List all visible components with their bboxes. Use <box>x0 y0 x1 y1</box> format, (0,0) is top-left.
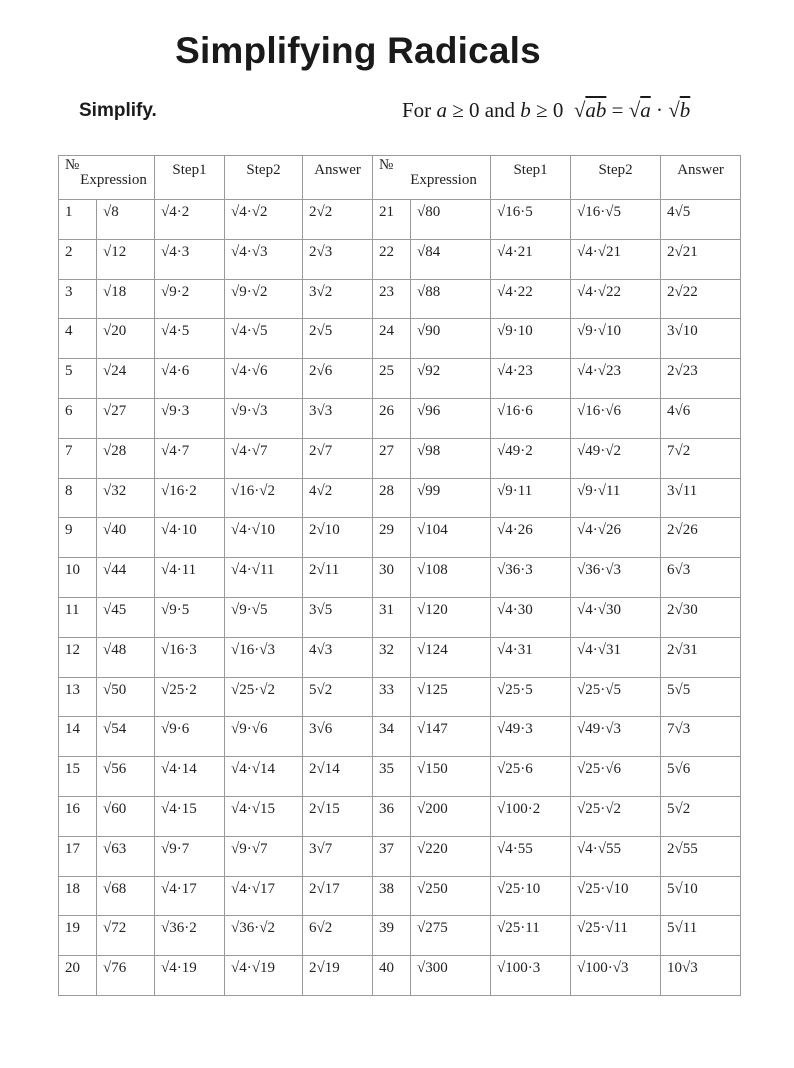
answer-cell: 2√21 <box>661 239 741 279</box>
step2-cell: √9·√11 <box>571 478 661 518</box>
problem-number: 37 <box>373 836 411 876</box>
problem-number: 28 <box>373 478 411 518</box>
answer-cell: 2√10 <box>303 518 373 558</box>
step1-cell: √16·5 <box>491 200 571 240</box>
table-row <box>59 239 741 279</box>
step2-cell: √25·√6 <box>571 757 661 797</box>
table-row <box>59 876 741 916</box>
header-step1: Step1 <box>155 156 225 200</box>
step1-cell: √25·10 <box>491 876 571 916</box>
answer-cell: 2√23 <box>661 359 741 399</box>
answer-cell: 2√30 <box>661 597 741 637</box>
step1-cell: √4·26 <box>491 518 571 558</box>
step2-cell: √4·√21 <box>571 239 661 279</box>
step1-cell: √4·17 <box>155 876 225 916</box>
rule-prefix: For <box>402 98 432 122</box>
table-body <box>59 200 741 996</box>
answer-cell: 3√6 <box>303 717 373 757</box>
table-row <box>59 518 741 558</box>
problem-number: 32 <box>373 637 411 677</box>
problem-number: 33 <box>373 677 411 717</box>
step1-cell: √4·22 <box>491 279 571 319</box>
step2-cell: √4·√2 <box>225 200 303 240</box>
expression-cell: √44 <box>97 558 155 598</box>
problem-number: 2 <box>59 239 97 279</box>
header-no-expression-left <box>59 156 155 200</box>
header-answer: Answer <box>303 156 373 200</box>
answer-cell: 4√5 <box>661 200 741 240</box>
step1-cell: √16·3 <box>155 637 225 677</box>
step2-cell: √25·√5 <box>571 677 661 717</box>
step1-cell: √25·11 <box>491 916 571 956</box>
expression-cell: √84 <box>411 239 491 279</box>
problem-number: 8 <box>59 478 97 518</box>
header-no: № <box>379 157 394 173</box>
table-row <box>59 398 741 438</box>
rule-dot: · <box>655 98 663 122</box>
header-expression: Expression <box>410 172 477 188</box>
expression-cell: √125 <box>411 677 491 717</box>
step2-cell: √4·√6 <box>225 359 303 399</box>
step1-cell: √25·2 <box>155 677 225 717</box>
step2-cell: √49·√3 <box>571 717 661 757</box>
step1-cell: √36·3 <box>491 558 571 598</box>
page-title: Simplifying Radicals <box>175 30 541 71</box>
step1-cell: √100·2 <box>491 796 571 836</box>
rule-ge2: ≥ 0 <box>536 98 564 122</box>
step1-cell: √4·23 <box>491 359 571 399</box>
problem-number: 5 <box>59 359 97 399</box>
step2-cell: √9·√5 <box>225 597 303 637</box>
problem-number: 21 <box>373 200 411 240</box>
answer-cell: 2√14 <box>303 757 373 797</box>
expression-cell: √40 <box>97 518 155 558</box>
step2-cell: √25·√10 <box>571 876 661 916</box>
answer-cell: 2√6 <box>303 359 373 399</box>
step2-cell: √4·√30 <box>571 597 661 637</box>
answer-cell: 2√19 <box>303 956 373 996</box>
expression-cell: √96 <box>411 398 491 438</box>
expression-cell: √250 <box>411 876 491 916</box>
table-row <box>59 279 741 319</box>
step2-cell: √16·√5 <box>571 200 661 240</box>
step1-cell: √4·31 <box>491 637 571 677</box>
expression-cell: √275 <box>411 916 491 956</box>
rule-ge1: ≥ 0 and <box>452 98 516 122</box>
step1-cell: √9·10 <box>491 319 571 359</box>
step2-cell: √4·√22 <box>571 279 661 319</box>
table-row <box>59 677 741 717</box>
expression-cell: √8 <box>97 200 155 240</box>
step1-cell: √9·7 <box>155 836 225 876</box>
expression-cell: √76 <box>97 956 155 996</box>
table-row <box>59 836 741 876</box>
answer-cell: 3√5 <box>303 597 373 637</box>
expression-cell: √63 <box>97 836 155 876</box>
step2-cell: √4·√14 <box>225 757 303 797</box>
step1-cell: √4·21 <box>491 239 571 279</box>
step2-cell: √4·√19 <box>225 956 303 996</box>
header-step1: Step1 <box>491 156 571 200</box>
problem-number: 23 <box>373 279 411 319</box>
expression-cell: √220 <box>411 836 491 876</box>
step1-cell: √9·2 <box>155 279 225 319</box>
problem-number: 27 <box>373 438 411 478</box>
step2-cell: √9·√10 <box>571 319 661 359</box>
step2-cell: √4·√5 <box>225 319 303 359</box>
expression-cell: √200 <box>411 796 491 836</box>
table-row <box>59 478 741 518</box>
step1-cell: √4·19 <box>155 956 225 996</box>
answer-cell: 3√11 <box>661 478 741 518</box>
step1-cell: √4·2 <box>155 200 225 240</box>
answer-cell: 5√2 <box>661 796 741 836</box>
problem-number: 31 <box>373 597 411 637</box>
problem-number: 19 <box>59 916 97 956</box>
header-no-expression-right <box>373 156 491 200</box>
answer-cell: 2√7 <box>303 438 373 478</box>
problem-number: 35 <box>373 757 411 797</box>
answer-cell: 5√11 <box>661 916 741 956</box>
step2-cell: √9·√7 <box>225 836 303 876</box>
step2-cell: √36·√2 <box>225 916 303 956</box>
step1-cell: √4·55 <box>491 836 571 876</box>
answer-cell: 5√2 <box>303 677 373 717</box>
step1-cell: √9·6 <box>155 717 225 757</box>
answer-cell: 6√3 <box>661 558 741 598</box>
step2-cell: √4·√3 <box>225 239 303 279</box>
rule-rhs-b: b <box>679 98 691 122</box>
answer-cell: 7√3 <box>661 717 741 757</box>
radicals-table <box>58 155 741 996</box>
problem-number: 6 <box>59 398 97 438</box>
step1-cell: √4·6 <box>155 359 225 399</box>
expression-cell: √56 <box>97 757 155 797</box>
table-row <box>59 757 741 797</box>
table-row <box>59 438 741 478</box>
step2-cell: √4·√23 <box>571 359 661 399</box>
expression-cell: √108 <box>411 558 491 598</box>
step1-cell: √4·7 <box>155 438 225 478</box>
rule-lhs-radicand: ab <box>585 98 607 122</box>
expression-cell: √12 <box>97 239 155 279</box>
answer-cell: 2√17 <box>303 876 373 916</box>
table-row <box>59 717 741 757</box>
answer-cell: 3√10 <box>661 319 741 359</box>
problem-number: 14 <box>59 717 97 757</box>
expression-cell: √27 <box>97 398 155 438</box>
step1-cell: √16·6 <box>491 398 571 438</box>
problem-number: 4 <box>59 319 97 359</box>
answer-cell: 2√3 <box>303 239 373 279</box>
problem-number: 9 <box>59 518 97 558</box>
answer-cell: 2√55 <box>661 836 741 876</box>
expression-cell: √68 <box>97 876 155 916</box>
step1-cell: √16·2 <box>155 478 225 518</box>
table-row <box>59 597 741 637</box>
problem-number: 26 <box>373 398 411 438</box>
header-step2: Step2 <box>571 156 661 200</box>
problem-number: 13 <box>59 677 97 717</box>
expression-cell: √48 <box>97 637 155 677</box>
answer-cell: 6√2 <box>303 916 373 956</box>
rule-lhs-radical: √ <box>573 98 586 122</box>
answer-cell: 2√15 <box>303 796 373 836</box>
step2-cell: √9·√6 <box>225 717 303 757</box>
answer-cell: 10√3 <box>661 956 741 996</box>
step2-cell: √4·√26 <box>571 518 661 558</box>
header-expression: Expression <box>80 172 147 188</box>
step2-cell: √4·√15 <box>225 796 303 836</box>
answer-cell: 2√11 <box>303 558 373 598</box>
expression-cell: √300 <box>411 956 491 996</box>
step1-cell: √4·3 <box>155 239 225 279</box>
answer-cell: 2√22 <box>661 279 741 319</box>
header-row <box>59 156 741 200</box>
problem-number: 36 <box>373 796 411 836</box>
answer-cell: 2√2 <box>303 200 373 240</box>
step1-cell: √25·6 <box>491 757 571 797</box>
answer-cell: 5√6 <box>661 757 741 797</box>
problem-number: 17 <box>59 836 97 876</box>
step1-cell: √4·5 <box>155 319 225 359</box>
problem-number: 25 <box>373 359 411 399</box>
expression-cell: √99 <box>411 478 491 518</box>
answer-cell: 5√5 <box>661 677 741 717</box>
step1-cell: √36·2 <box>155 916 225 956</box>
problem-number: 39 <box>373 916 411 956</box>
expression-cell: √50 <box>97 677 155 717</box>
step1-cell: √4·10 <box>155 518 225 558</box>
table-row <box>59 637 741 677</box>
step2-cell: √9·√3 <box>225 398 303 438</box>
expression-cell: √80 <box>411 200 491 240</box>
expression-cell: √88 <box>411 279 491 319</box>
expression-cell: √32 <box>97 478 155 518</box>
problem-number: 11 <box>59 597 97 637</box>
step1-cell: √4·30 <box>491 597 571 637</box>
header-no: № <box>65 157 80 173</box>
problem-number: 7 <box>59 438 97 478</box>
answer-cell: 4√3 <box>303 637 373 677</box>
step1-cell: √4·14 <box>155 757 225 797</box>
rule-var-a: a <box>436 98 447 122</box>
expression-cell: √120 <box>411 597 491 637</box>
expression-cell: √24 <box>97 359 155 399</box>
problem-number: 24 <box>373 319 411 359</box>
expression-cell: √150 <box>411 757 491 797</box>
problem-number: 18 <box>59 876 97 916</box>
rule-var-b: b <box>520 98 531 122</box>
answer-cell: 3√3 <box>303 398 373 438</box>
step1-cell: √4·15 <box>155 796 225 836</box>
step1-cell: √9·5 <box>155 597 225 637</box>
expression-cell: √72 <box>97 916 155 956</box>
step1-cell: √49·3 <box>491 717 571 757</box>
rule-equals: = <box>611 98 624 122</box>
step1-cell: √25·5 <box>491 677 571 717</box>
table-row <box>59 359 741 399</box>
header-step2: Step2 <box>225 156 303 200</box>
rule-rhs-b-radical: √ <box>668 98 680 122</box>
step1-cell: √4·11 <box>155 558 225 598</box>
step2-cell: √25·√2 <box>571 796 661 836</box>
expression-cell: √104 <box>411 518 491 558</box>
problem-number: 12 <box>59 637 97 677</box>
problem-number: 34 <box>373 717 411 757</box>
expression-cell: √98 <box>411 438 491 478</box>
step2-cell: √100·√3 <box>571 956 661 996</box>
table-row <box>59 956 741 996</box>
expression-cell: √147 <box>411 717 491 757</box>
rule-rhs-a-radical: √ <box>628 98 641 122</box>
expression-cell: √60 <box>97 796 155 836</box>
problem-number: 10 <box>59 558 97 598</box>
answer-cell: 3√7 <box>303 836 373 876</box>
expression-cell: √20 <box>97 319 155 359</box>
table-row <box>59 200 741 240</box>
step2-cell: √4·√55 <box>571 836 661 876</box>
answer-cell: 2√26 <box>661 518 741 558</box>
answer-cell: 3√2 <box>303 279 373 319</box>
expression-cell: √28 <box>97 438 155 478</box>
step2-cell: √36·√3 <box>571 558 661 598</box>
expression-cell: √90 <box>411 319 491 359</box>
answer-cell: 5√10 <box>661 876 741 916</box>
step2-cell: √4·√10 <box>225 518 303 558</box>
problem-number: 40 <box>373 956 411 996</box>
step1-cell: √100·3 <box>491 956 571 996</box>
problem-number: 3 <box>59 279 97 319</box>
problem-number: 20 <box>59 956 97 996</box>
answer-cell: 4√6 <box>661 398 741 438</box>
header-answer: Answer <box>661 156 741 200</box>
problem-number: 38 <box>373 876 411 916</box>
table-row <box>59 319 741 359</box>
product-rule <box>402 98 690 123</box>
answer-cell: 2√5 <box>303 319 373 359</box>
problem-number: 16 <box>59 796 97 836</box>
expression-cell: √54 <box>97 717 155 757</box>
expression-cell: √92 <box>411 359 491 399</box>
problem-number: 1 <box>59 200 97 240</box>
step2-cell: √16·√6 <box>571 398 661 438</box>
expression-cell: √45 <box>97 597 155 637</box>
step1-cell: √9·3 <box>155 398 225 438</box>
problem-number: 22 <box>373 239 411 279</box>
table-row <box>59 796 741 836</box>
expression-cell: √124 <box>411 637 491 677</box>
problem-number: 15 <box>59 757 97 797</box>
step2-cell: √16·√2 <box>225 478 303 518</box>
problem-number: 29 <box>373 518 411 558</box>
step1-cell: √9·11 <box>491 478 571 518</box>
answer-cell: 2√31 <box>661 637 741 677</box>
answer-cell: 4√2 <box>303 478 373 518</box>
step2-cell: √9·√2 <box>225 279 303 319</box>
step2-cell: √16·√3 <box>225 637 303 677</box>
step2-cell: √4·√11 <box>225 558 303 598</box>
step1-cell: √49·2 <box>491 438 571 478</box>
problem-number: 30 <box>373 558 411 598</box>
answer-cell: 7√2 <box>661 438 741 478</box>
rule-rhs-a: a <box>640 98 651 122</box>
expression-cell: √18 <box>97 279 155 319</box>
step2-cell: √4·√17 <box>225 876 303 916</box>
step2-cell: √4·√7 <box>225 438 303 478</box>
step2-cell: √25·√11 <box>571 916 661 956</box>
step2-cell: √49·√2 <box>571 438 661 478</box>
step2-cell: √4·√31 <box>571 637 661 677</box>
step2-cell: √25·√2 <box>225 677 303 717</box>
instruction: Simplify. <box>79 100 157 121</box>
table-row <box>59 558 741 598</box>
table-row <box>59 916 741 956</box>
